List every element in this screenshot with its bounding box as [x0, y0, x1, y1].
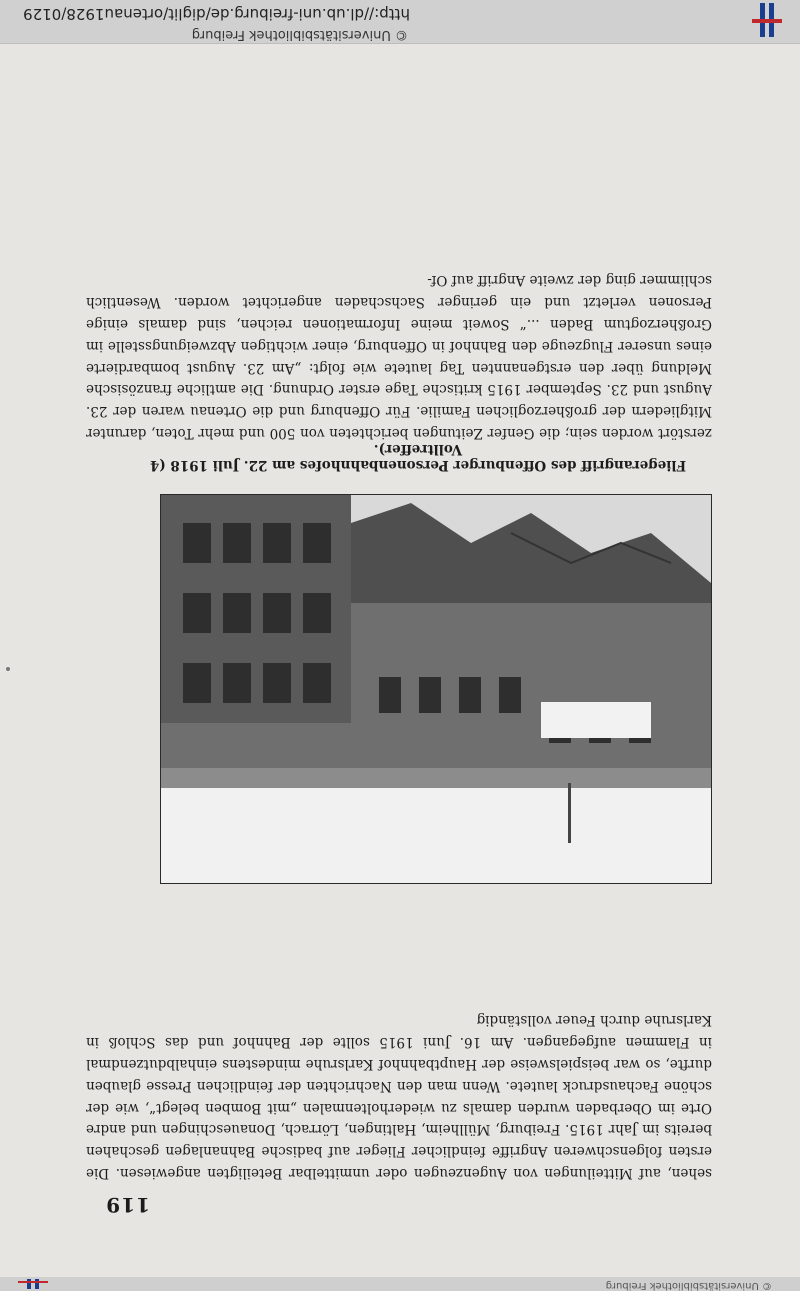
photo-caption: Fliegerangriff des Offenburger Personenbahnhofes am 22. Juli 1918 (4 Volltreffer).: [149, 441, 687, 473]
ub-logo-icon: [18, 1279, 48, 1289]
header-bar: [0, 1277, 800, 1291]
header-partial-text: © Universitätsbibliothek Freiburg: [605, 1280, 772, 1291]
ub-freiburg-logo-icon: [750, 3, 784, 37]
footer-copyright: © Universitätsbibliothek Freiburg: [191, 27, 408, 42]
body-paragraph-bottom: zerstört worden sein; die Genfer Zeitungen berichteten von 500 und mehr Toten, darunter Mitgliedern der großherzoglichen Familie. Für Offenburg und die Ortenau waren der 23. August und 23. September 1915 kritische Tage erster Ordnung. Die amtliche französische Meldung über den erstgenannten Tag lautete wie folgt: „Am 23. August bombardierte eines unserer Flugzeuge den Bahnhof in Offenburg, einer wichtigen Abzweigungsstelle im Großherzogtum Baden ...“ Soweit meine Informationen reichen, sind damals einige Personen verletzt und ein geringer Sachschaden angerichtet worden. Wesentlich schlimmer ging der zweite Angriff auf Of-: [86, 272, 712, 441]
footer-bar: [0, 0, 800, 44]
footer-url-link[interactable]: http://dl.ub.uni-freiburg.de/diglit/ortenau1928/0129: [23, 5, 410, 23]
scan-speck: [6, 667, 10, 671]
photo-icon: [161, 495, 711, 883]
station-photo: [160, 494, 712, 884]
page-number: 119: [105, 1193, 150, 1217]
body-paragraph-top: sehen, auf Mitteilungen von Augenzeugen oder unmittelbar Beteiligten angewiesen. Die ersten folgenschweren Angriffe feindlicher Flieger auf badische Bahnanlagen geschahen bereits im Jahr 1915. Freiburg, Müllheim, Haltingen, Lörrach, Donaueschingen und andre Orte im Oberbaden wurden damals zu wiederholtenmalen „mit Bomben belegt“, wie der schöne Fachausdruck lautete. Wenn man den Nachrichten der feindlichen Presse glauben durfte, so war beispielsweise der Hauptbahnhof Karlsruhe mindestens einhalbdutzendmal in Flammen aufgegangen. Am 16. Juni 1915 sollte der Bahnhof und das Schloß in Karlsruhe durch Feuer vollständig: [86, 1012, 712, 1181]
